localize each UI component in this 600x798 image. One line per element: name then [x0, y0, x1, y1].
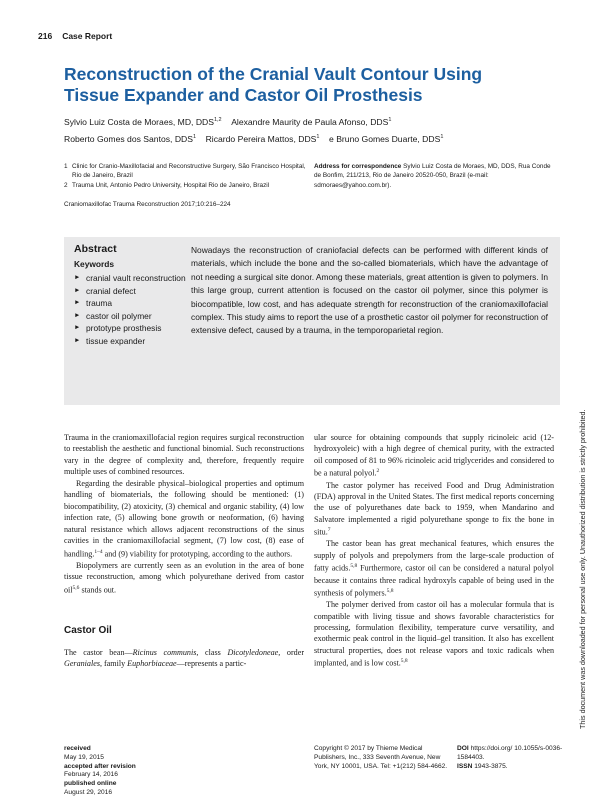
text-run: —represents a partic- — [176, 659, 247, 669]
keywords-heading: Keywords — [74, 259, 115, 269]
correspondence-label: Address for correspondence — [314, 163, 402, 170]
citation-mark: 7 — [327, 527, 331, 534]
text-run: Biopolymers are currently seen as an evolution in the area of bone tissue reconstruction, among which polyurethane derived from castor oil — [64, 560, 304, 595]
keyword-item: ► cranial vault reconstruction — [74, 272, 189, 285]
citation-mark: 5,8 — [386, 587, 394, 594]
accepted-label: accepted after revision — [64, 762, 136, 770]
received-date: May 19, 2015 — [64, 753, 104, 761]
doi-block — [457, 745, 567, 771]
citation-mark: 2 — [376, 468, 380, 475]
issn-label: ISSN — [457, 762, 473, 770]
affiliation-number: 1 — [64, 163, 68, 170]
received-label: received — [64, 745, 91, 752]
author-affiliation-mark: 1 — [316, 133, 320, 140]
text-run: The castor polymer has received Food and Drug Administration (FDA) approval in the United States. The first medical reports concerning the use of polyurethanes date back to 1959, when Mandarino and Salvatore implemented a rigid polyurethane sponge to fix the bone in situ. — [314, 480, 554, 537]
correspondence — [314, 162, 554, 190]
text-run: stands out. — [79, 585, 117, 595]
body-paragraph — [314, 480, 554, 539]
author-name: e Bruno Gomes Duarte, DDS — [329, 133, 441, 144]
published-label: published online — [64, 780, 117, 788]
text-run: , order — [278, 648, 305, 657]
published-date: August 29, 2016 — [64, 788, 113, 796]
article-dates — [64, 745, 136, 798]
download-notice: This document was downloaded for personal use only. Unauthorized distribution is strictly prohibited. — [578, 409, 587, 729]
article-title: Reconstruction of the Cranial Vault Contour Using Tissue Expander and Castor Oil Prosthesis — [64, 64, 483, 105]
author-list — [64, 113, 544, 147]
affiliation-item — [64, 181, 310, 190]
keyword-item: ► castor oil polymer — [74, 310, 189, 323]
affiliation-text: Clinic for Cranio-Maxillofacial and Reconstructive Surgery, São Francisco Hospital, Rio de Janeiro, Brazil — [72, 163, 306, 180]
issn-value: 1943-3875. — [474, 762, 508, 770]
body-paragraph — [64, 560, 304, 596]
running-header — [38, 31, 112, 41]
keyword-item: ► tissue expander — [74, 335, 189, 348]
taxon-name: Euphorbiaceae — [127, 659, 177, 669]
author-name: Ricardo Pereira Mattos, DDS — [205, 133, 317, 144]
body-paragraph — [314, 599, 554, 669]
journal-citation: Craniomaxillofac Trauma Reconstruction 2017;10:216–224 — [64, 201, 231, 208]
body-right-column — [314, 432, 554, 670]
text-run: The castor bean— — [64, 648, 133, 657]
section-heading: Castor Oil — [64, 625, 112, 636]
accepted-date: February 14, 2016 — [64, 771, 118, 779]
taxon-name: Geraniales — [64, 659, 100, 669]
correspondence-text: Sylvio Luiz Costa de Moraes, MD, DDS, Rua Conde de Bonfim, 211/213, Rio de Janeiro 20520-050, Brazil (e-mail: sdmoraes@yahoo.com.br). — [314, 163, 551, 189]
citation-mark: 5,6 — [72, 584, 80, 591]
text-run: Regarding the desirable physical–biological properties and optimum handling of biomaterials, the following should be mentioned: (1) biocompatibility, (2) atoxicity, (3) chemical and organic stability, (4) low infection rate, (5) allowing bone growth or neoformation, (6) having natural resistance which allows adjacent reconstructions of the sinus cavities in the craniomaxillofacial segment, (7) low cost, (8) ease of handling. — [64, 478, 304, 559]
body-paragraph — [314, 432, 554, 480]
doi-label: DOI — [457, 745, 469, 752]
citation-mark: 5,8 — [400, 658, 408, 665]
text-run: ular source for obtaining compounds that supply ricinoleic acid (12-hydroxyoleic) with a high degree of chemical purity, with the extracted oil composed of 81 to 96% ricinoleic acid triglycerides and considered to be a natural polyol. — [314, 433, 554, 479]
body-left-column — [64, 432, 304, 596]
text-run: , class — [196, 648, 228, 657]
author-affiliation-mark: 1 — [388, 117, 392, 123]
text-run: The castor bean has great mechanical features, which ensures the supply of polyols and prepolymers from the large-scale production of fatty acids. — [314, 539, 554, 574]
copyright-notice: Copyright © 2017 by Thieme Medical Publishers, Inc., 333 Seventh Avenue, New York, NY 10001, USA. Tel: +1(212) 584-4662. — [314, 745, 448, 770]
abstract-heading: Abstract — [74, 243, 117, 255]
body-paragraph — [64, 647, 304, 670]
author-name: Alexandre Maurity de Paula Afonso, DDS — [231, 116, 389, 127]
author-name: Roberto Gomes dos Santos, DDS — [64, 133, 193, 144]
keyword-item: ► cranial defect — [74, 285, 189, 298]
keyword-list — [74, 272, 189, 348]
text-run: Furthermore, castor oil can be considered a natural polyol because it contains three radical hydroxyls capable of being used in the synthesis of polymers. — [314, 564, 554, 598]
affiliation-number: 2 — [64, 181, 68, 189]
doi-link[interactable]: https://doi.org/ 10.1055/s-0036-1584403. — [457, 745, 563, 761]
affiliations — [64, 162, 310, 190]
page-number: 216 — [38, 31, 53, 41]
author-affiliation-mark: 1 — [192, 133, 197, 140]
abstract-text: Nowadays the reconstruction of craniofacial defects can be performed with different kinds of materials, which include the bone and the so-called biomaterials, which have the advantage of not needing a surgical site donor. Among these materials, great attention is given to polymers. In this large group, current attention is focused on the castor oil polymer, since this polymer is biocompatible, low cost, and has adequate strength for reconstruction of the craniomaxillofacial complex. This study aims to report the use of a prosthetic castor oil polymer for reconstruction of extensive defect, caused by a trauma, in the temporoparietal region. — [191, 245, 548, 336]
author-affiliation-mark: 1 — [440, 133, 444, 140]
author-affiliation-mark: 1,2 — [213, 117, 222, 123]
body-paragraph: Trauma in the craniomaxillofacial region requires surgical reconstruction to reestablish the aesthetic and functional binomial. Such reconstructions vary in the degree of complexity and, therefore, frequently require multiple uses of combined resources. — [64, 433, 304, 477]
body-paragraph — [64, 478, 304, 560]
keyword-item: ► trauma — [74, 297, 189, 310]
author-name: Sylvio Luiz Costa de Moraes, MD, DDS — [64, 116, 214, 127]
text-run: and (9) viability for prototyping, according to the authors. — [102, 549, 293, 559]
section-label: Case Report — [62, 31, 113, 41]
text-run: The polymer derived from castor oil has a molecular formula that is compatible with living tissue and shows favorable characteristics for processing, formulation flexibility, temperature curve versatility, and exothermic peak control in the liquid–gel transition. It also has excellent structural properties, does not release vapors and toxic radicals when implanted, and is low cost. — [314, 600, 554, 669]
affiliation-text: Trauma Unit, Antonio Pedro University, Hospital Rio de Janeiro, Brazil — [72, 181, 270, 189]
taxon-name: Dicotyledoneae — [227, 648, 279, 657]
affiliation-item — [64, 162, 310, 181]
species-name: Ricinus communis — [132, 648, 197, 657]
keyword-item: ► prototype prosthesis — [74, 322, 189, 335]
body-paragraph — [314, 538, 554, 599]
citation-mark: 5,8 — [350, 563, 358, 570]
citation-mark: 1–4 — [94, 548, 103, 555]
text-run: , family — [99, 659, 128, 669]
body-left-column-continued — [64, 647, 304, 670]
